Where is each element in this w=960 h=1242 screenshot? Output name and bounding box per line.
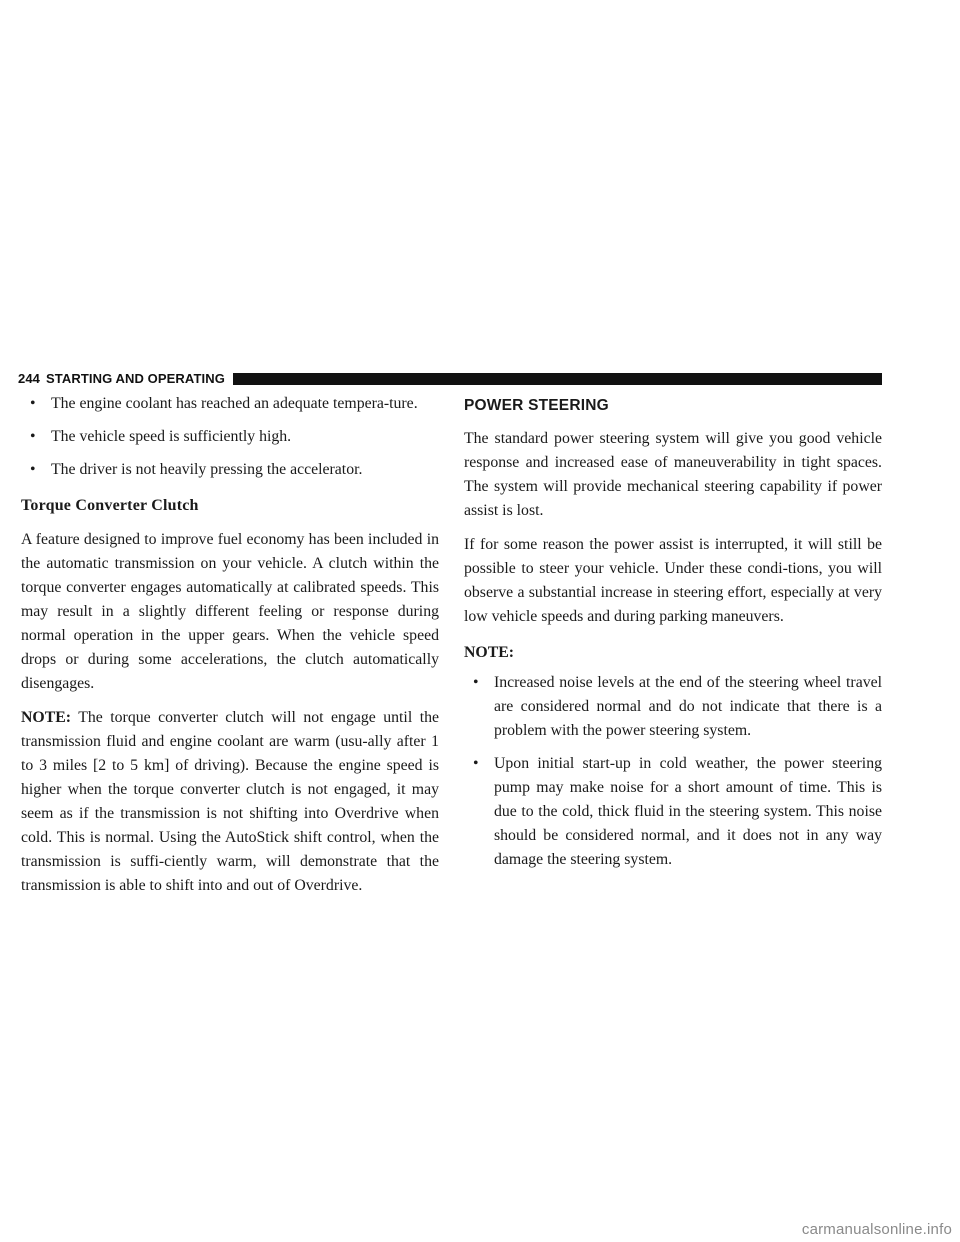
- page-header: [18, 369, 882, 387]
- right-column: [464, 392, 882, 881]
- bullet-icon: •: [473, 755, 479, 772]
- bullet-text: The vehicle speed is sufficiently high.: [51, 428, 292, 445]
- section-title: POWER STEERING: [464, 397, 609, 414]
- paragraph: A feature designed to improve fuel economy has been included in the automatic transmission on your vehicle. A clutch within the torque converter engages automatically at calibrated speeds. This may result in a slightly different feeling or response during normal operation in the upper gears. When the vehicle speed drops or during some accelerations, the clutch automatically disengages.: [21, 531, 439, 692]
- list-item: [21, 458, 439, 482]
- list-item: [21, 425, 439, 449]
- note-text: The torque converter clutch will not engage until the transmission fluid and engine coolant are warm (usu-ally after 1 to 3 miles [2 to 5 km] of driving). Because the engine speed is higher when the torque converter clutch is not engaged, it may seem as if the transmission is not shifting into Overdrive when cold. This is normal. Using the AutoStick shift control, when the transmission is suffi-ciently warm, will demonstrate that the transmission is able to shift into and out of Overdrive.: [21, 709, 439, 894]
- paragraph: The standard power steering system will give you good vehicle response and increased ease of maneuverability in tight spaces. The system will provide mechanical steering capability if power assist is lost.: [464, 430, 882, 519]
- bullet-text: Increased noise levels at the end of the steering wheel travel are considered normal and do not indicate that there is a problem with the power steering system.: [494, 674, 882, 739]
- note-paragraph: [21, 706, 439, 898]
- left-column: [21, 392, 439, 908]
- page-number: 244: [18, 370, 40, 386]
- paragraph: If for some reason the power assist is interrupted, it will still be possible to steer your vehicle. Under these condi-tions, you will observe a substantial increase in steering effort, especially at very low vehicle speeds and during parking maneuvers.: [464, 536, 882, 625]
- bullet-icon: •: [30, 461, 36, 478]
- section-name: STARTING AND OPERATING: [46, 370, 225, 386]
- bullet-text: The driver is not heavily pressing the accelerator.: [51, 461, 363, 478]
- bullet-icon: •: [30, 395, 36, 412]
- list-item: [464, 752, 882, 872]
- bullet-icon: •: [473, 674, 479, 691]
- list-item: [21, 392, 439, 416]
- note-heading: NOTE:: [464, 644, 515, 661]
- subheading: Torque Converter Clutch: [21, 497, 199, 514]
- list-item: [464, 671, 882, 743]
- bullet-text: Upon initial start-up in cold weather, the power steering pump may make noise for a short amount of time. This is due to the cold, thick fluid in the steering system. This noise should be considered normal, and it does not in any way damage the steering system.: [494, 755, 882, 868]
- header-rule: [233, 373, 882, 385]
- note-label: NOTE:: [21, 709, 72, 726]
- watermark: carmanualsonline.info: [801, 1221, 952, 1238]
- bullet-text: The engine coolant has reached an adequate tempera-ture.: [51, 395, 418, 412]
- bullet-icon: •: [30, 428, 36, 445]
